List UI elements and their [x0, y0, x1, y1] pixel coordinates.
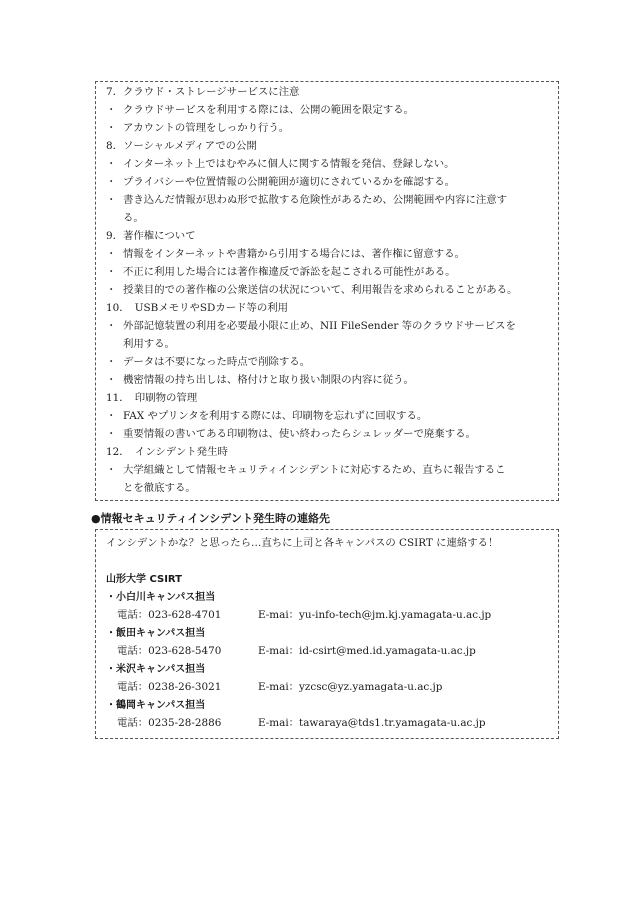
campus-phone: 電話：0235-28-2886	[117, 717, 222, 729]
section-12-heading: 12． インシデント発生時	[106, 446, 228, 458]
bullet: ・	[106, 428, 117, 440]
bullet: ・	[106, 248, 117, 260]
bullet: ・	[106, 356, 117, 368]
guideline-item: 授業目的での著作権の公衆送信の状況について、利用報告を求められることがある。	[123, 284, 518, 296]
campus-phone: 電話：0238-26-3021	[117, 681, 222, 693]
guideline-item-continuation: る。	[123, 212, 144, 224]
bullet: ・	[106, 194, 117, 206]
campus-email: E-mai：yzcsc@yz.yamagata-u.ac.jp	[258, 681, 443, 693]
campus-name-tsuruoka: ・鶴岡キャンパス担当	[106, 700, 206, 711]
bullet: ・	[106, 266, 117, 278]
guideline-item: クラウドサービスを利用する際には、公開の範囲を限定する。	[123, 104, 414, 116]
csirt-org-name: 山形大学 CSIRT	[106, 574, 183, 585]
campus-email: E-mai：id-csirt@med.id.yamagata-u.ac.jp	[258, 645, 476, 657]
bullet: ・	[106, 410, 117, 422]
guideline-item-continuation: 利用する。	[123, 338, 175, 350]
section-7-heading: 7．クラウド・ストレージサービスに注意	[106, 86, 300, 98]
section-8-heading: 8．ソーシャルメディアでの公開	[106, 140, 257, 152]
guideline-item: 大学組織として情報セキュリティインシデントに対応するため、直ちに報告するこ	[123, 464, 506, 476]
bullet: ・	[106, 320, 117, 332]
campus-name-kojirakawa: ・小白川キャンパス担当	[106, 592, 216, 603]
guideline-item: FAX やプリンタを利用する際には、印刷物を忘れずに回収する。	[123, 410, 428, 422]
contacts-title: ●情報セキュリティインシデント発生時の連絡先	[91, 512, 331, 525]
guideline-item: 不正に利用した場合には著作権違反で訴訟を起こされる可能性がある。	[123, 266, 456, 278]
bullet: ・	[106, 464, 117, 476]
guideline-item: データは不要になった時点で削除する。	[123, 356, 311, 368]
guideline-item: 書き込んだ情報が思わぬ形で拡散する危険性があるため、公開範囲や内容に注意す	[123, 194, 508, 206]
bullet: ・	[106, 104, 117, 116]
campus-phone: 電話：023-628-4701	[117, 609, 222, 621]
guideline-item: 重要情報の書いてある印刷物は、使い終わったらシュレッダーで廃棄する。	[123, 428, 476, 440]
contacts-intro: インシデントかな？と思ったら…直ちに上司と各キャンパスの CSIRT に連絡する！	[106, 537, 499, 549]
campus-phone: 電話：023-628-5470	[117, 645, 222, 657]
bullet: ・	[106, 122, 117, 134]
section-9-heading: 9．著作権について	[106, 230, 196, 242]
guideline-item: 外部記憶装置の利用を必要最小限に止め、NII FileSender 等のクラウドサービスを	[123, 320, 516, 332]
bullet: ・	[106, 284, 117, 296]
bullet: ・	[106, 176, 117, 188]
campus-name-yonezawa: ・米沢キャンパス担当	[106, 664, 206, 675]
campus-email: E-mai：tawaraya@tds1.tr.yamagata-u.ac.jp	[258, 717, 486, 729]
guideline-item: アカウントの管理をしっかり行う。	[123, 122, 290, 134]
guideline-item: インターネット上ではむやみに個人に関する情報を発信、登録しない。	[123, 158, 455, 170]
bullet: ・	[106, 158, 117, 170]
guideline-item-continuation: とを徹底する。	[123, 482, 196, 494]
section-11-heading: 11． 印刷物の管理	[106, 392, 198, 404]
bullet: ・	[106, 374, 117, 386]
campus-email: E-mai：yu-info-tech@jm.kj.yamagata-u.ac.jp	[258, 609, 492, 621]
campus-name-iida: ・飯田キャンパス担当	[106, 628, 206, 639]
section-10-heading: 10． USBメモリやSDカード等の利用	[106, 302, 289, 314]
guideline-item: プライバシーや位置情報の公開範囲が適切にされているかを確認する。	[123, 176, 455, 188]
guideline-item: 機密情報の持ち出しは、格付けと取り扱い制限の内容に従う。	[123, 374, 414, 386]
guideline-item: 情報をインターネットや書籍から引用する場合には、著作権に留意する。	[123, 248, 465, 260]
